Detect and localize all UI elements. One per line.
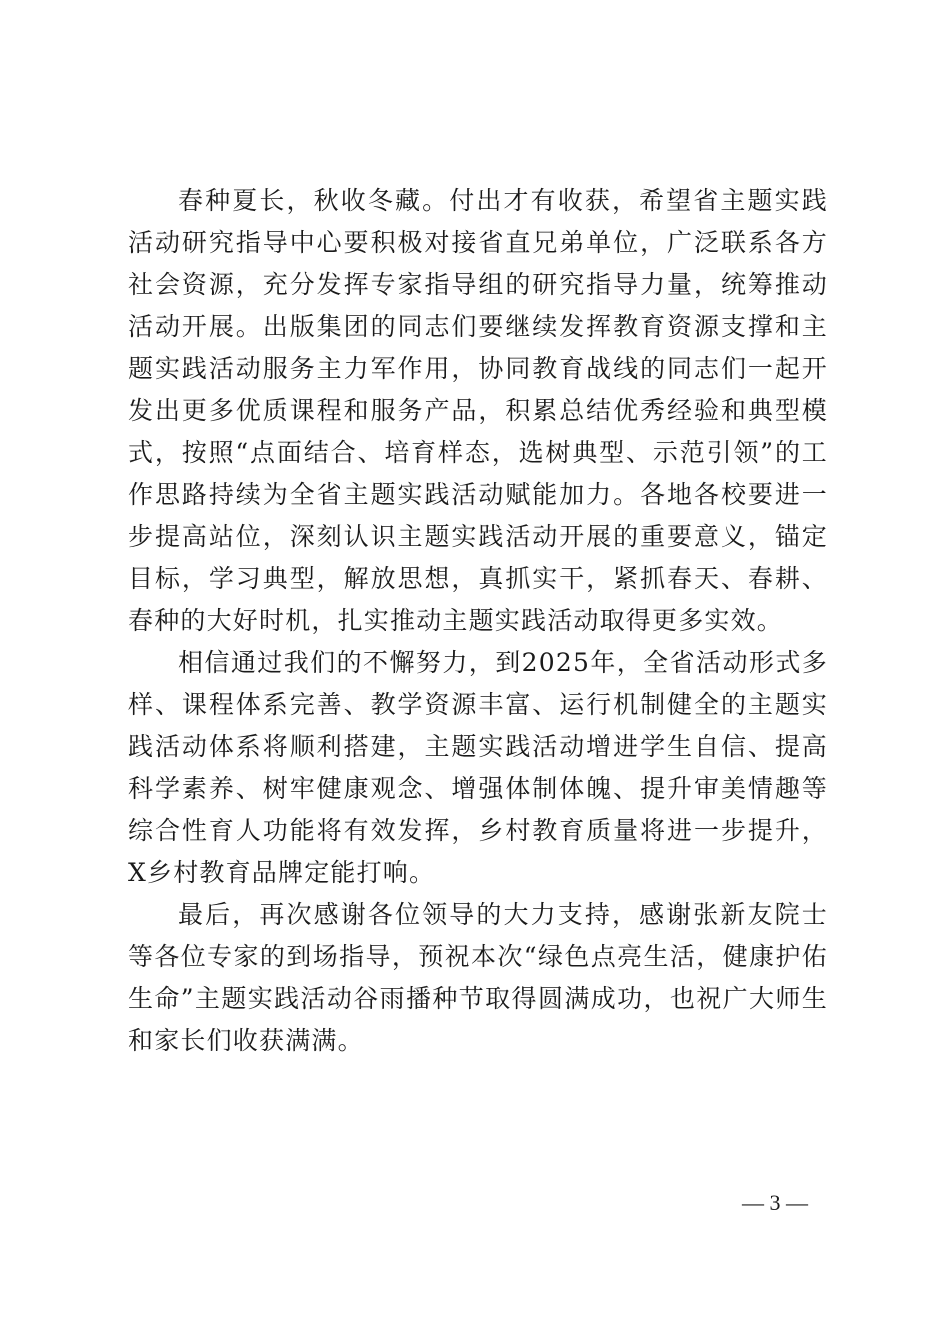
paragraph-2: 相信通过我们的不懈努力，到2025年，全省活动形式多样、课程体系完善、教学资源丰富、运行机制健全的主题实践活动体系将顺利搭建，主题实践活动增进学生自信、提高科学素养、树牢健康观念、增强体制体魄、提升审美情趣等综合性育人功能将有效发挥，乡村教育质量将进一步提升，X乡村教育品牌定能打响。 — [128, 648, 828, 887]
page-number: — 3 — — [742, 1190, 808, 1215]
body-text — [128, 180, 828, 1062]
paragraph-3: 最后，再次感谢各位领导的大力支持，感谢张新友院士等各位专家的到场指导，预祝本次“绿色点亮生活，健康护佑生命”主题实践活动谷雨播种节取得圆满成功，也祝广大师生和家长们收获满满。 — [128, 900, 828, 1055]
paragraph-1: 春种夏长，秋收冬藏。付出才有收获，希望省主题实践活动研究指导中心要积极对接省直兄弟单位，广泛联系各方社会资源，充分发挥专家指导组的研究指导力量，统筹推动活动开展。出版集团的同志们要继续发挥教育资源支撑和主题实践活动服务主力军作用，协同教育战线的同志们一起开发出更多优质课程和服务产品，积累总结优秀经验和典型模式，按照“点面结合、培育样态，选树典型、示范引领”的工作思路持续为全省主题实践活动赋能加力。各地各校要进一步提高站位，深刻认识主题实践活动开展的重要意义，锚定目标，学习典型，解放思想，真抓实干，紧抓春天、春耕、春种的大好时机，扎实推动主题实践活动取得更多实效。 — [128, 186, 828, 635]
